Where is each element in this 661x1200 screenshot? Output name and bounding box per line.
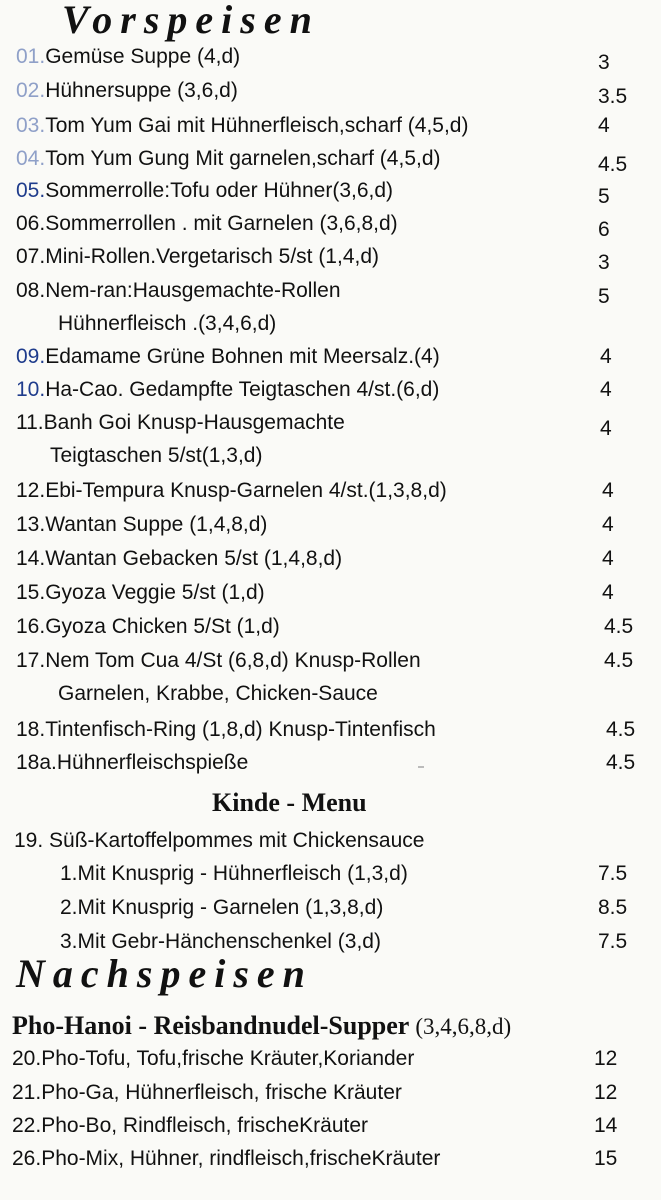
- item-text: Tom Yum Gung Mit garnelen,scharf (4,5,d): [45, 147, 441, 170]
- menu-item: [16, 750, 248, 776]
- pho-item: [12, 1113, 368, 1139]
- item-price: 8.5: [598, 896, 628, 919]
- menu-item: [16, 410, 345, 436]
- item-number: 18.: [16, 718, 46, 741]
- item-text: Tintenfisch-Ring (1,8,d) Knusp-Tintenfisch: [45, 718, 436, 741]
- item-number: 21.: [12, 1081, 42, 1104]
- kinder-intro-text: Süß-Kartoffelpommes mit Chickensauce: [49, 829, 425, 852]
- item-price: 5: [598, 285, 610, 308]
- menu-item: [16, 278, 341, 304]
- item-number: 10.: [16, 378, 46, 401]
- item-text: Gyoza Chicken 5/St (1,d): [45, 615, 280, 638]
- pho-item: [12, 1146, 440, 1172]
- item-price: 3.5: [598, 85, 628, 108]
- item-text: Pho-Bo, Rindfleisch, frischeKräuter: [41, 1114, 369, 1137]
- menu-item: [16, 344, 440, 370]
- item-price: 4: [602, 513, 614, 536]
- item-price: 6: [598, 218, 610, 241]
- item-price: 15: [594, 1147, 618, 1170]
- item-price: 3: [598, 251, 610, 274]
- item-text: Sommerrollen . mit Garnelen (3,6,8,d): [45, 212, 398, 235]
- item-price: 4: [602, 479, 614, 502]
- item-text: Gemüse Suppe (4,d): [45, 45, 241, 68]
- item-text: Banh Goi Knusp-Hausgemachte: [43, 411, 345, 434]
- item-price: 12: [594, 1081, 618, 1104]
- item-text-continued: Teigtaschen 5/st(1,3,d): [50, 444, 263, 467]
- kinder-intro: [14, 828, 424, 854]
- pho-hanoi-subtitle: [12, 1011, 511, 1041]
- decorative-dash: [418, 766, 424, 768]
- section-title-kinder-menu: Kinde - Menu: [212, 788, 367, 817]
- item-price: 14: [594, 1114, 618, 1137]
- item-number: 18a.: [16, 751, 57, 774]
- kinder-option: [60, 895, 383, 921]
- item-number: 11.: [16, 411, 44, 434]
- item-number: 1.: [60, 862, 78, 885]
- menu-item: [16, 648, 421, 674]
- item-text: Mit Knusprig - Hühnerfleisch (1,3,d): [77, 862, 408, 885]
- item-number: 16.: [16, 615, 46, 638]
- item-number: 22.: [12, 1114, 42, 1137]
- item-number: 14.: [16, 547, 46, 570]
- item-text: Nem-ran:Hausgemachte-Rollen: [45, 279, 341, 302]
- item-price: 4.5: [606, 718, 636, 741]
- section-title-vorspeisen: Vorspeisen: [62, 0, 320, 42]
- item-number: 02.: [16, 79, 46, 102]
- item-number: 13.: [16, 513, 46, 536]
- item-text: Mit Gebr-Hänchenschenkel (3,d): [77, 930, 381, 953]
- menu-item: [16, 78, 238, 104]
- item-text: Ha-Cao. Gedampfte Teigtaschen 4/st.(6,d): [45, 378, 440, 401]
- menu-item: [16, 244, 379, 270]
- item-number: 04.: [16, 147, 46, 170]
- item-price: 4: [602, 581, 614, 604]
- menu-item: [16, 614, 280, 640]
- menu-item: [16, 478, 447, 504]
- item-number: 06.: [16, 212, 46, 235]
- menu-item: [16, 113, 468, 139]
- menu-item: [16, 512, 267, 538]
- item-number: 08.: [16, 279, 46, 302]
- item-text: Hühnersuppe (3,6,d): [45, 79, 238, 102]
- item-number: 01.: [16, 45, 46, 68]
- item-number: 05.: [16, 179, 46, 202]
- section-title-nachspeisen: Nachspeisen: [16, 951, 313, 996]
- item-text: Mini-Rollen.Vergetarisch 5/st (1,4,d): [45, 245, 380, 268]
- item-text-continued: Garnelen, Krabbe, Chicken-Sauce: [58, 682, 378, 705]
- menu-item: [16, 580, 265, 606]
- menu-item: [16, 717, 436, 743]
- item-text: Pho-Ga, Hühnerfleisch, frische Kräuter: [41, 1081, 402, 1104]
- pho-hanoi-subtitle-text: Pho-Hanoi - Reisbandnudel-Supper: [12, 1011, 409, 1040]
- item-price: 4: [600, 378, 612, 401]
- item-text: Mit Knusprig - Garnelen (1,3,8,d): [77, 896, 384, 919]
- item-text: Gyoza Veggie 5/st (1,d): [45, 581, 265, 604]
- item-price: 7.5: [598, 862, 628, 885]
- item-price: 5: [598, 185, 610, 208]
- item-text: Pho-Mix, Hühner, rindfleisch,frischeKräuter: [41, 1147, 441, 1170]
- item-price: 4.5: [604, 615, 634, 638]
- item-number: 09.: [16, 345, 46, 368]
- item-price: 12: [594, 1047, 618, 1070]
- menu-item: [16, 377, 439, 403]
- kinder-intro-number: 19.: [14, 829, 44, 852]
- item-number: 12.: [16, 479, 46, 502]
- item-text: Nem Tom Cua 4/St (6,8,d) Knusp-Rollen: [45, 649, 421, 672]
- item-number: 26.: [12, 1147, 42, 1170]
- menu-item: [16, 44, 240, 70]
- menu-item: [16, 211, 398, 237]
- item-price: 4: [602, 547, 614, 570]
- menu-item: [16, 178, 393, 204]
- item-price: 4.5: [604, 649, 634, 672]
- item-number: 2.: [60, 896, 78, 919]
- pho-hanoi-allergens: (3,4,6,8,d): [415, 1014, 512, 1039]
- pho-item: [12, 1080, 402, 1106]
- item-price: 4.5: [598, 153, 628, 176]
- item-number: 15.: [16, 581, 46, 604]
- item-price: 4: [598, 114, 610, 137]
- pho-item: [12, 1046, 414, 1072]
- item-price: 4.5: [606, 751, 636, 774]
- item-text: Ebi-Tempura Knusp-Garnelen 4/st.(1,3,8,d): [45, 479, 447, 502]
- item-text-continued: Hühnerfleisch .(3,4,6,d): [58, 312, 277, 335]
- item-price: 3: [598, 51, 610, 74]
- item-text: Edamame Grüne Bohnen mit Meersalz.(4): [45, 345, 440, 368]
- item-number: 07.: [16, 245, 46, 268]
- item-number: 17.: [16, 649, 46, 672]
- item-price: 7.5: [598, 930, 628, 953]
- item-price: 4: [600, 417, 612, 440]
- menu-item: [16, 146, 441, 172]
- item-text: Wantan Suppe (1,4,8,d): [45, 513, 268, 536]
- item-number: 03.: [16, 114, 46, 137]
- item-number: 20.: [12, 1047, 42, 1070]
- item-text: Wantan Gebacken 5/st (1,4,8,d): [45, 547, 343, 570]
- item-number: 3.: [60, 930, 78, 953]
- kinder-option: [60, 861, 408, 887]
- item-text: Pho-Tofu, Tofu,frische Kräuter,Koriander: [41, 1047, 415, 1070]
- item-text: Hühnerfleischspieße: [56, 751, 249, 774]
- menu-item: [16, 546, 342, 572]
- item-text: Tom Yum Gai mit Hühnerfleisch,scharf (4,5,d): [45, 114, 469, 137]
- item-price: 4: [600, 345, 612, 368]
- item-text: Sommerrolle:Tofu oder Hühner(3,6,d): [45, 179, 394, 202]
